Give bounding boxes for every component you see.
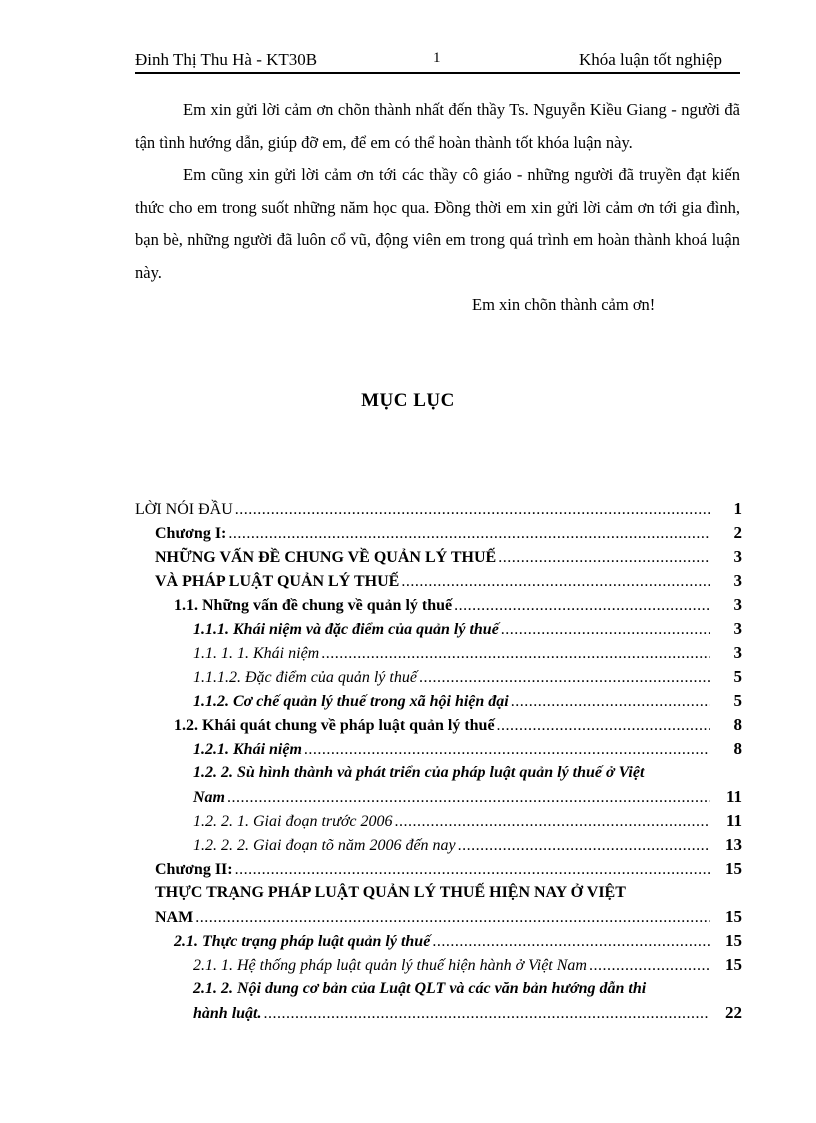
- toc-dot-leader: [227, 786, 710, 810]
- toc-entry: [135, 713, 742, 737]
- toc-page-number: 5: [733, 691, 742, 710]
- toc-entry: [135, 497, 742, 521]
- toc-page-number: 3: [733, 595, 742, 614]
- toc-dot-leader: [589, 954, 710, 978]
- toc-page-number: 8: [733, 739, 742, 758]
- toc-entry-text: 1.2. Khái quát chung về pháp luật quản lý thuế: [174, 717, 495, 734]
- header-page-number: 1: [433, 50, 441, 66]
- table-of-contents: [135, 497, 742, 1025]
- toc-dot-leader: [511, 690, 710, 714]
- toc-entry-text: 1.2. 2. 1. Giai đoạn trước 2006: [193, 813, 393, 830]
- toc-entry-text: NAM: [155, 909, 194, 926]
- toc-page-number: 15: [725, 907, 742, 926]
- toc-page-number: 3: [733, 571, 742, 590]
- toc-page-number: 15: [725, 955, 742, 974]
- toc-dot-leader: [394, 810, 710, 834]
- toc-entry-text: THỰC TRẠNG PHÁP LUẬT QUẢN LÝ THUẾ HIỆN NAY Ở VIỆT: [155, 884, 626, 901]
- header-doc-type: Khóa luận tốt nghiệp: [578, 50, 722, 69]
- toc-dot-leader: [497, 714, 710, 738]
- toc-page-number: 3: [733, 643, 742, 662]
- toc-page-number: 3: [733, 619, 742, 638]
- acknowledgement: [135, 94, 740, 322]
- toc-page-number: 22: [725, 1003, 742, 1022]
- toc-entry: [135, 545, 742, 569]
- toc-page-number: 3: [733, 547, 742, 566]
- toc-page-number: 5: [733, 667, 742, 686]
- toc-page-number: 8: [733, 715, 742, 734]
- toc-entry-text: 2.1. 2. Nội dung cơ bản của Luật QLT và các văn bản hướng dẫn thi: [193, 980, 647, 997]
- toc-entry-text: 2.1. Thực trạng pháp luật quản lý thuế: [174, 933, 431, 950]
- toc-dot-leader: [401, 570, 710, 594]
- toc-dot-leader: [432, 930, 710, 954]
- toc-entry: [135, 689, 742, 713]
- toc-title: MỤC LỤC: [361, 390, 455, 411]
- toc-page-number: 15: [725, 931, 742, 950]
- toc-entry-text: Chương I:: [155, 525, 227, 542]
- toc-entry-text: 1.2.1. Khái niệm: [193, 741, 302, 758]
- toc-page-number: 11: [725, 811, 742, 830]
- toc-entry-text: 1.2. 2. Sù hình thành và phát triển của pháp luật quản lý thuế ở Việt: [193, 764, 645, 781]
- toc-entry: [135, 905, 742, 929]
- toc-entry-text: 1.1. 1. 1. Khái niệm: [193, 645, 320, 662]
- toc-entry: [135, 785, 742, 809]
- toc-entry-text: 1.1. Những vấn đề chung về quản lý thuế: [174, 597, 453, 614]
- toc-dot-leader: [501, 618, 710, 642]
- toc-entry: [135, 977, 742, 1001]
- toc-entry: [135, 809, 742, 833]
- toc-page-number: 15: [725, 859, 742, 878]
- toc-entry: [135, 857, 742, 881]
- toc-entry-text: 1.1.1.2. Đặc điểm của quản lý thuế: [193, 669, 417, 686]
- page-header: [135, 48, 740, 72]
- toc-dot-leader: [304, 738, 710, 762]
- toc-entry: [135, 833, 742, 857]
- toc-entry: [135, 737, 742, 761]
- toc-entry-text: 1.1.1. Khái niệm và đặc điểm của quản lý thuế: [193, 621, 499, 638]
- toc-entry: [135, 665, 742, 689]
- toc-dot-leader: [195, 906, 710, 930]
- toc-entry: [135, 881, 742, 905]
- toc-dot-leader: [419, 666, 710, 690]
- ack-paragraph-1: Em xin gửi lời cảm ơn chõn thành nhất đến thầy Ts. Nguyễn Kiều Giang - người đã tận tình hướng dẫn, giúp đỡ em, để em có thể hoàn thành tốt khóa luận này.: [135, 100, 740, 152]
- toc-entry-text: NHỮNG VẤN ĐỀ CHUNG VỀ QUẢN LÝ THUẾ: [155, 549, 497, 566]
- toc-entry-text: Chương II:: [155, 861, 233, 878]
- toc-page-number: 2: [733, 523, 742, 542]
- toc-dot-leader: [458, 834, 710, 858]
- toc-entry: [135, 929, 742, 953]
- toc-entry: [135, 593, 742, 617]
- toc-dot-leader: [454, 594, 710, 618]
- toc-entry-text: 1.2. 2. 2. Giai đoạn tõ năm 2006 đến nay: [193, 837, 456, 854]
- toc-entry-text: Nam: [193, 789, 225, 806]
- toc-page-number: 11: [725, 787, 742, 806]
- header-rule: [135, 72, 740, 74]
- toc-dot-leader: [498, 546, 710, 570]
- toc-entry-text: LỜI NÓI ĐẦU: [135, 501, 233, 518]
- toc-dot-leader: [321, 642, 710, 666]
- toc-entry: [135, 1001, 742, 1025]
- header-author: Đinh Thị Thu Hà - KT30B: [135, 50, 318, 69]
- toc-entry-text: 1.1.2. Cơ chế quản lý thuế trong xã hội hiện đại: [193, 693, 509, 710]
- toc-entry-text: 2.1. 1. Hệ thống pháp luật quản lý thuế hiện hành ở Việt Nam: [193, 957, 587, 974]
- toc-entry: [135, 953, 742, 977]
- toc-entry: [135, 617, 742, 641]
- ack-closing: Em xin chõn thành cảm ơn!: [472, 295, 656, 314]
- toc-dot-leader: [235, 858, 710, 882]
- toc-dot-leader: [228, 522, 710, 546]
- toc-entry-text: VÀ PHÁP LUẬT QUẢN LÝ THUẾ: [155, 573, 400, 590]
- toc-dot-leader: [263, 1002, 710, 1026]
- toc-entry: [135, 521, 742, 545]
- toc-entry: [135, 641, 742, 665]
- toc-entry: [135, 569, 742, 593]
- toc-page-number: 1: [733, 499, 742, 518]
- toc-entry: [135, 761, 742, 785]
- toc-dot-leader: [235, 498, 710, 522]
- ack-paragraph-2: Em cũng xin gửi lời cảm ơn tới các thầy cô giáo - những người đã truyền đạt kiến thức cho em trong suốt những năm học qua. Đồng thời em xin gửi lời cảm ơn tới gia đình, bạn bè, những người đã luôn cổ vũ, động viên em trong quá trình em hoàn thành khoá luận này.: [135, 165, 740, 282]
- toc-entry-text: hành luật.: [193, 1005, 262, 1022]
- toc-page-number: 13: [725, 835, 742, 854]
